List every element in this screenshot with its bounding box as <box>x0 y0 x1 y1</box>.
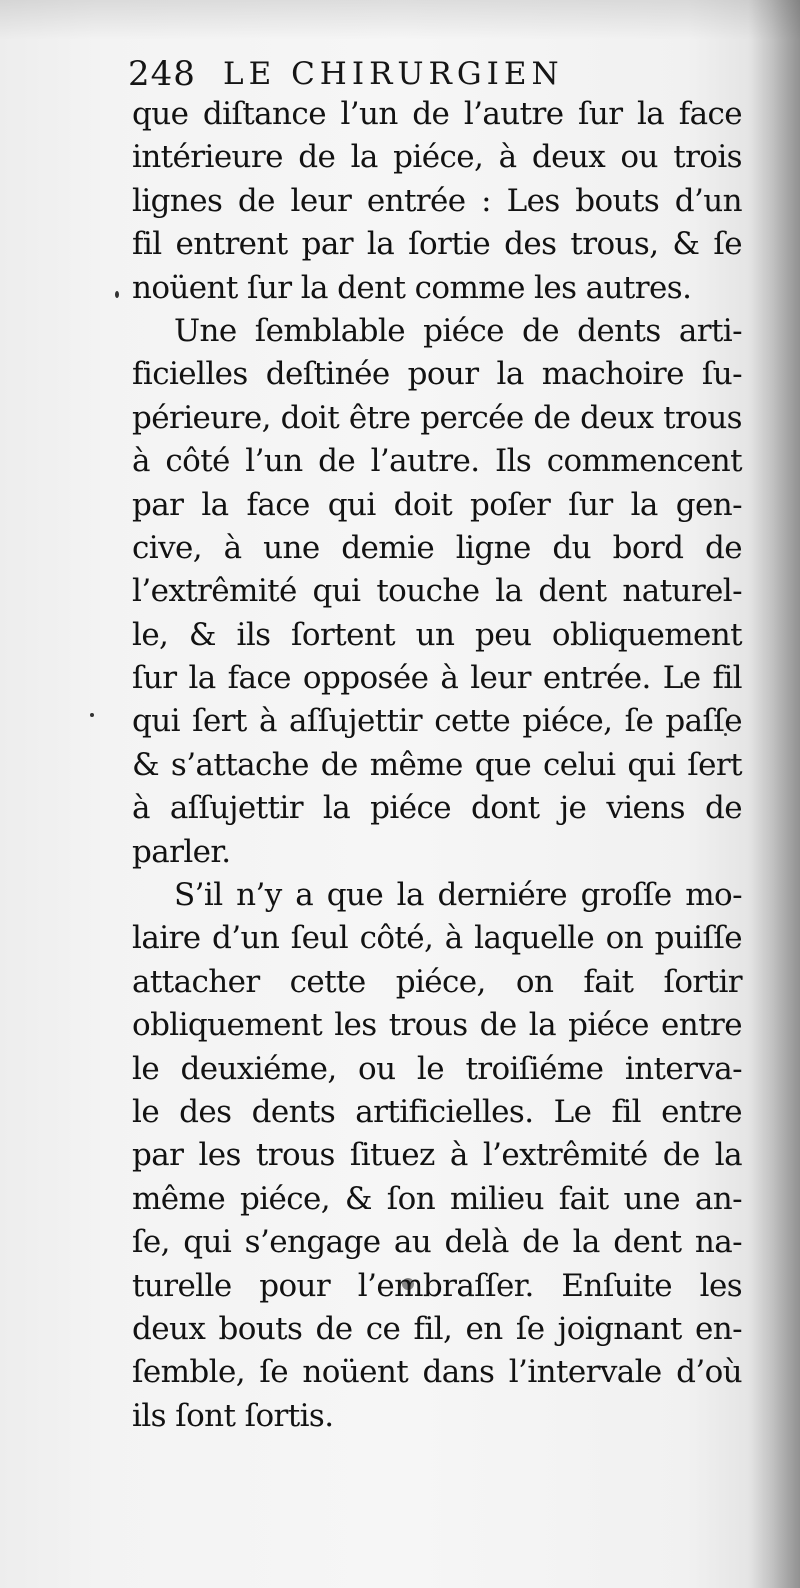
text-line: cive, à une demie ligne du bord de <box>132 529 742 566</box>
text-line: le des dents artificielles. Le fil entre <box>132 1093 742 1130</box>
text-line: par la face qui doit poſer ſur la gen- <box>132 486 742 523</box>
page-edge-shadow <box>748 0 800 1588</box>
text-line: périeure, doit être percée de deux trous <box>132 399 742 436</box>
text-line: ficielles deſtinée pour la machoire ſu- <box>132 356 742 393</box>
text-line: fil entrent par la ſortie des trous, & ſe <box>132 226 742 263</box>
text-line: ſe, qui s’engage au delà de la dent na- <box>132 1224 742 1261</box>
text-line: même piéce, & ſon milieu fait une an- <box>132 1180 742 1217</box>
text-line: par les trous ſituez à l’extrêmité de la <box>132 1137 742 1174</box>
text-line: à aſſujettir la piéce dont je viens de <box>132 790 742 827</box>
text-line: laire d’un ſeul côté, à laquelle on puiſſe <box>132 920 742 957</box>
text-line: turelle pour l’embraſſer. Enſuite les <box>132 1267 742 1304</box>
text-line: lignes de leur entrée : Les bouts d’un <box>132 182 742 219</box>
text-line: intérieure de la piéce, à deux ou trois <box>132 139 742 176</box>
page-number: 248 <box>128 54 196 94</box>
text-line: attacher cette piéce, on fait ſortir <box>132 963 742 1000</box>
text-line: S’il n’y a que la derniére groſſe mo- <box>174 877 742 914</box>
text-line: ſur la face opposée à leur entrée. Le fil <box>132 660 742 697</box>
text-line: le, & ils ſortent un peu obliquement <box>132 616 742 653</box>
text-line: noüent ſur la dent comme les autres. <box>132 269 692 306</box>
text-line: l’extrêmité qui touche la dent naturel- <box>132 573 742 610</box>
text-line: Une ſemblable piéce de dents arti- <box>174 312 742 349</box>
running-title: LE CHIRURGIEN <box>223 56 564 92</box>
top-shadow <box>0 0 800 40</box>
text-line: ſemble, ſe noüent dans l’intervale d’où <box>132 1354 742 1391</box>
text-line: deux bouts de ce fil, en ſe joignant en- <box>132 1310 742 1347</box>
body-text <box>132 93 742 1438</box>
text-line: & s’attache de même que celui qui ſert <box>132 746 742 783</box>
text-line: qui ſert à aſſujettir cette piéce, ſe paſſe <box>132 703 742 740</box>
ink-speck <box>90 713 94 717</box>
ink-speck <box>115 291 119 298</box>
text-line: que diſtance l’un de l’autre ſur la face <box>132 96 742 132</box>
text-line: parler. <box>132 833 231 870</box>
text-line: obliquement les trous de la piéce entre <box>132 1007 742 1044</box>
text-line: ils ſont ſortis. <box>132 1397 334 1434</box>
text-line: le deuxiéme, ou le troiſiéme interva- <box>132 1050 742 1087</box>
text-line: à côté l’un de l’autre. Ils commencent <box>132 443 742 480</box>
